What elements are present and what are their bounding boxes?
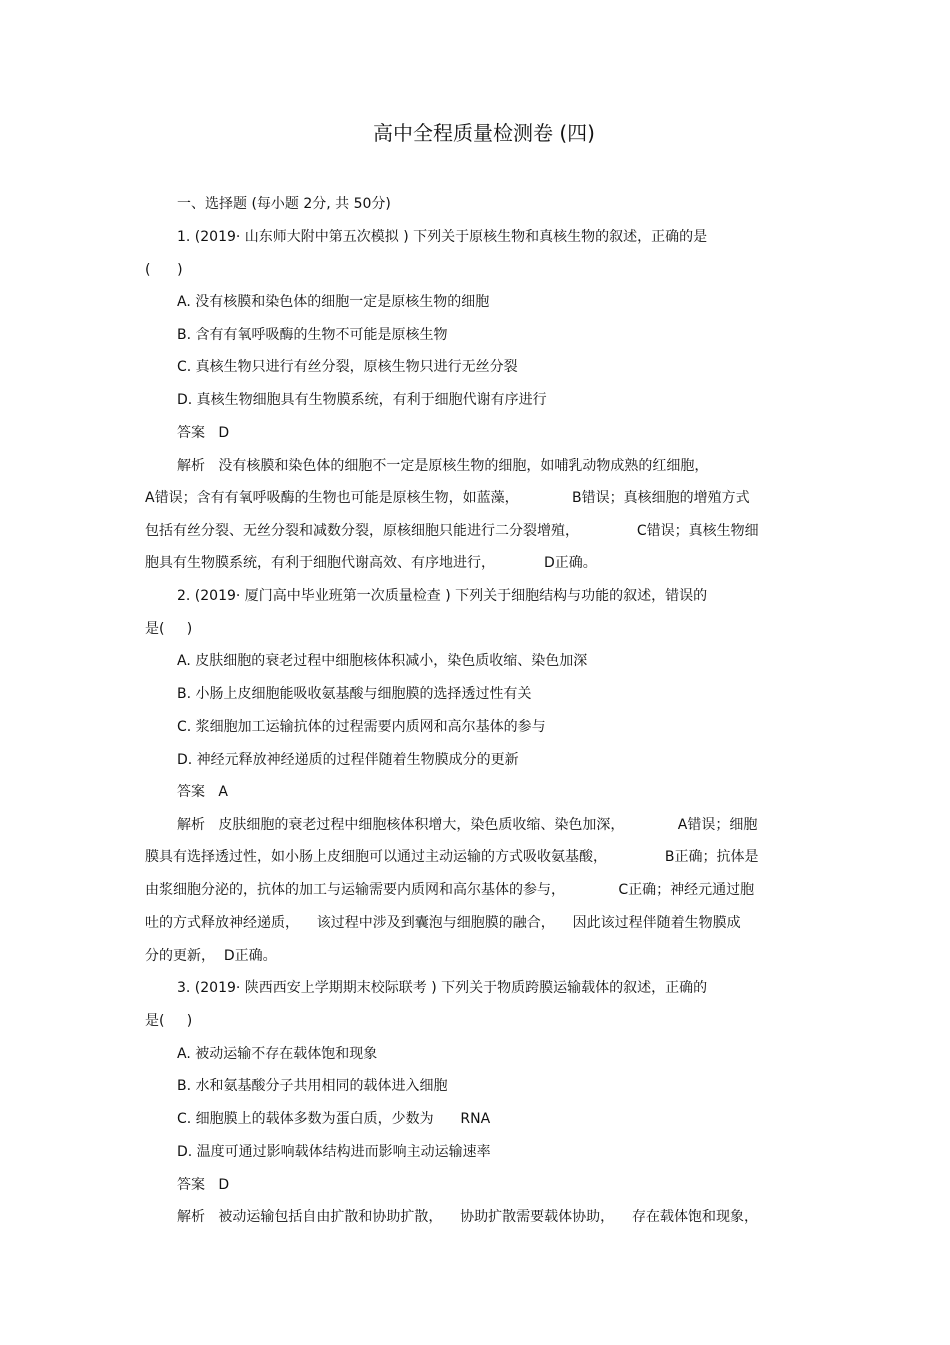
option-a: A. 没有核膜和染色体的细胞一定是原核生物的细胞: [177, 294, 490, 310]
question-stem-cont: ( ): [145, 262, 183, 278]
answer: 答案 D: [177, 425, 230, 441]
option-b: B. 含有有氧呼吸酶的生物不可能是原核生物: [177, 327, 448, 343]
analysis-line: 包括有丝分裂、无丝分裂和减数分裂，原核细胞只能进行二分裂增殖， C错误；真核生物细: [145, 523, 759, 539]
analysis-line: 解析 皮肤细胞的衰老过程中细胞核体积增大，染色质收缩、染色加深， A错误；细胞: [177, 817, 758, 833]
option-b: B. 小肠上皮细胞能吸收氨基酸与细胞膜的选择透过性有关: [177, 686, 532, 702]
analysis-line: 由浆细胞分泌的，抗体的加工与运输需要内质网和高尔基体的参与， C正确；神经元通过胞: [145, 882, 755, 898]
analysis-line: 分的更新， D正确。: [145, 948, 277, 964]
analysis-line: 膜具有选择透过性，如小肠上皮细胞可以通过主动运输的方式吸收氨基酸， B正确；抗体是: [145, 849, 759, 865]
answer: 答案 D: [177, 1177, 230, 1193]
option-b: B. 水和氨基酸分子共用相同的载体进入细胞: [177, 1078, 448, 1094]
option-a: A. 被动运输不存在载体饱和现象: [177, 1046, 378, 1062]
analysis-line: 吐的方式释放神经递质， 该过程中涉及到囊泡与细胞膜的融合， 因此该过程伴随着生物膜成: [145, 915, 741, 931]
answer: 答案 A: [177, 784, 228, 800]
question-stem: 3. (2019· 陕西西安上学期期末校际联考 ) 下列关于物质跨膜运输载体的叙述，正确的: [177, 980, 708, 996]
question-stem: 2. (2019· 厦门高中毕业班第一次质量检查 ) 下列关于细胞结构与功能的叙述，错误的: [177, 588, 708, 604]
question-stem-cont: 是( ): [145, 1013, 193, 1029]
page-title: 高中全程质量检测卷 (四): [373, 121, 595, 145]
analysis-line: 解析 没有核膜和染色体的细胞不一定是原核生物的细胞，如哺乳动物成熟的红细胞，: [177, 458, 709, 474]
question-stem: 1. (2019· 山东师大附中第五次模拟 ) 下列关于原核生物和真核生物的叙述，正确的是: [177, 229, 708, 245]
analysis-line: 胞具有生物膜系统，有利于细胞代谢高效、有序地进行， D正确。: [145, 555, 597, 571]
option-d: D. 真核生物细胞具有生物膜系统，有利于细胞代谢有序进行: [177, 392, 547, 408]
section-header: 一、选择题 (每小题 2分, 共 50分): [177, 196, 391, 212]
option-a: A. 皮肤细胞的衰老过程中细胞核体积减小，染色质收缩、染色加深: [177, 653, 588, 669]
option-d: D. 神经元释放神经递质的过程伴随着生物膜成分的更新: [177, 752, 519, 768]
option-c: C. 细胞膜上的载体多数为蛋白质，少数为 RNA: [177, 1111, 491, 1127]
analysis-line: 解析 被动运输包括自由扩散和协助扩散， 协助扩散需要载体协助， 存在载体饱和现象，: [177, 1209, 758, 1225]
option-c: C. 真核生物只进行有丝分裂，原核生物只进行无丝分裂: [177, 359, 518, 375]
option-c: C. 浆细胞加工运输抗体的过程需要内质网和高尔基体的参与: [177, 719, 546, 735]
analysis-line: A错误；含有有氧呼吸酶的生物也可能是原核生物，如蓝藻， B错误；真核细胞的增殖方式: [145, 490, 750, 506]
option-d: D. 温度可通过影响载体结构进而影响主动运输速率: [177, 1144, 491, 1160]
question-stem-cont: 是( ): [145, 621, 193, 637]
